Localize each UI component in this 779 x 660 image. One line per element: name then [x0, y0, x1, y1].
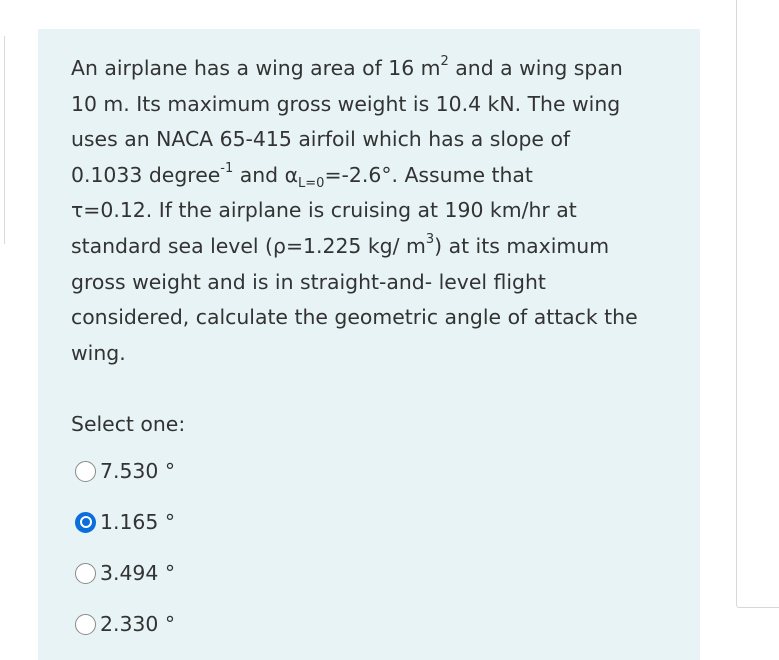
- radio-button[interactable]: [75, 563, 96, 584]
- question-text: An airplane has a wing area of 16 $m^2$ and a wing span 10 m. Its maximum gross weight is 10.4 kN. The wing uses an NACA 65-415 airfoil which has a slope of 0.1033 degree$^{-1}$ and $\alpha_{L=0}=-2.6^\circ$. Assume that τ=0.12. If the airplane is cruising at 190 km/hr at standard sea level (ρ=1.225 kg/ $m^3$) at its maximum gross weight and is in straight-and- level flight considered, calculate the geometric angle of attack the wing.: [71, 54, 638, 365]
- left-edge-divider: [0, 36, 5, 244]
- answer-option-2[interactable]: [75, 507, 175, 537]
- answer-option-1[interactable]: [75, 456, 175, 486]
- side-panel: [736, 0, 779, 608]
- answer-label: 3.494 °: [100, 561, 176, 585]
- answer-label: 1.165 °: [100, 510, 176, 534]
- radio-button[interactable]: [75, 614, 96, 635]
- question-card: [38, 29, 700, 660]
- answer-option-3[interactable]: [75, 558, 175, 588]
- radio-button-selected[interactable]: [75, 512, 96, 533]
- answer-option-4[interactable]: [75, 609, 175, 639]
- radio-button[interactable]: [75, 461, 96, 482]
- answer-label: 2.330 °: [100, 612, 176, 636]
- answer-label: 7.530 °: [100, 459, 176, 483]
- select-one-prompt: Select one:: [71, 412, 186, 436]
